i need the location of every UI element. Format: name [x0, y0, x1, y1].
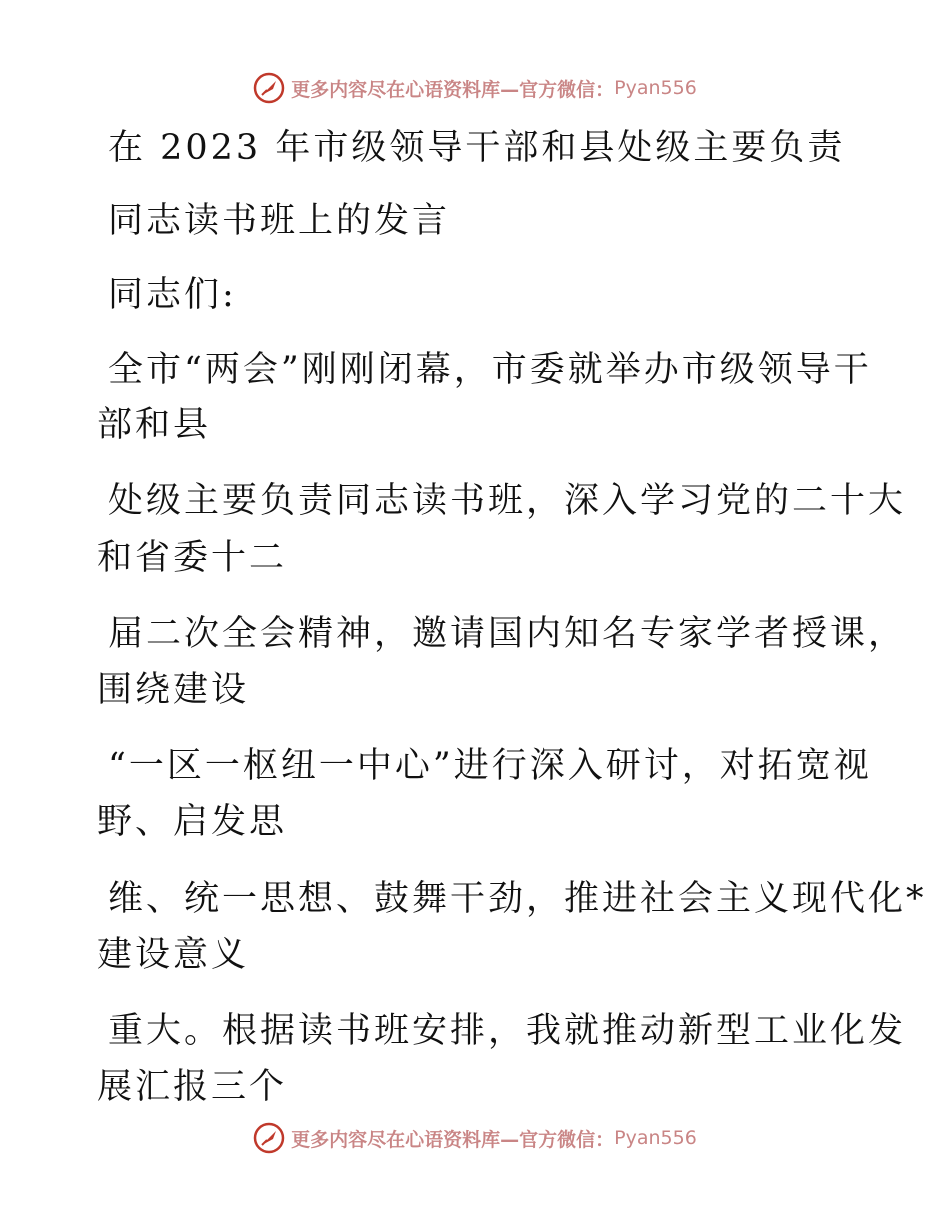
- body-line: “一区一枢纽一中心”进行深入研讨，对拓宽视: [108, 746, 872, 786]
- body-line: 届二次全会精神，邀请国内知名专家学者授课，: [108, 614, 907, 654]
- body-line: 建设意义: [97, 935, 250, 975]
- watermark-account: Pyan556: [614, 77, 697, 99]
- document-title-line-1: 在 2023 年市级领导干部和县处级主要负责: [108, 128, 846, 168]
- document-title-line-2: 同志读书班上的发言: [108, 201, 451, 241]
- watermark-footer: [0, 1122, 950, 1154]
- watermark-text: 更多内容尽在心语资料库—官方微信：: [291, 78, 615, 101]
- body-line: 展汇报三个: [97, 1067, 288, 1107]
- body-line: 维、统一思想、鼓舞干劲，推进社会主义现代化*: [108, 879, 927, 919]
- body-line: 处级主要负责同志读书班，深入学习党的二十大: [108, 481, 907, 521]
- body-line: 全市“两会”刚刚闭幕，市委就举办市级领导干: [108, 350, 872, 390]
- watermark-header: [0, 72, 950, 104]
- salutation: 同志们:: [108, 275, 237, 315]
- body-line: 和省委十二: [97, 538, 288, 578]
- body-line: 围绕建设: [97, 670, 250, 710]
- watermark-text: 更多内容尽在心语资料库—官方微信：: [291, 1128, 615, 1151]
- watermark-account: Pyan556: [614, 1127, 697, 1149]
- body-line: 野、启发思: [97, 802, 288, 842]
- body-line: 部和县: [97, 405, 212, 445]
- body-line: 重大。根据读书班安排，我就推动新型工业化发: [108, 1011, 907, 1051]
- quill-logo-icon: [253, 1122, 285, 1154]
- quill-logo-icon: [253, 72, 285, 104]
